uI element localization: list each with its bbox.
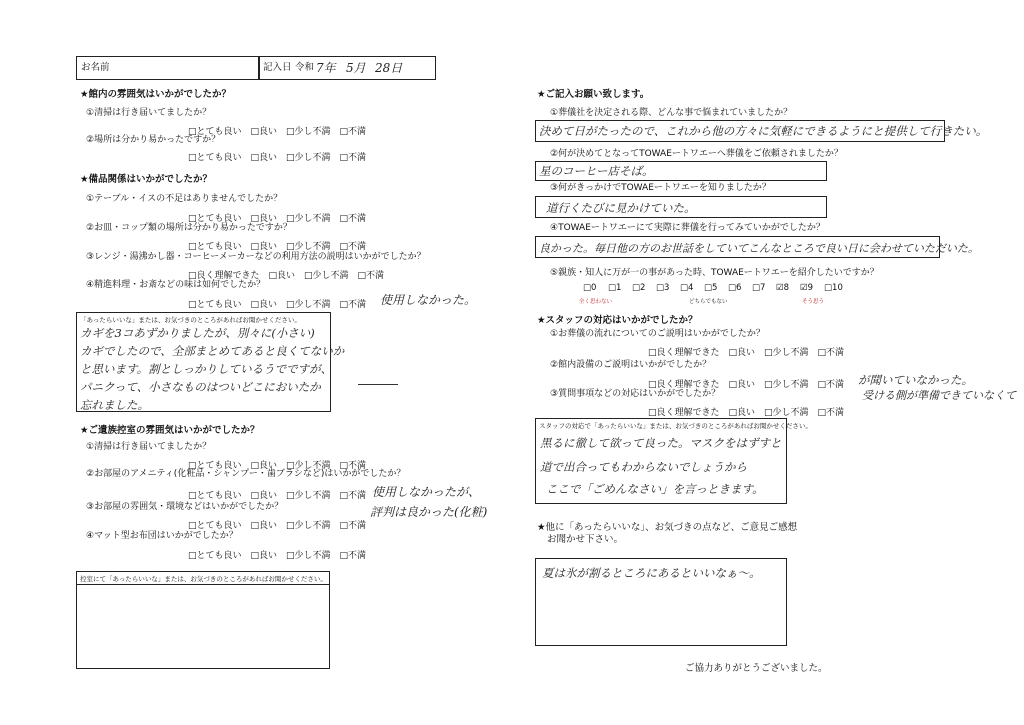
options-dishes: □とても良い □良い □少し不満 □不満	[188, 242, 367, 252]
section-request-heading: ★ご記入お願い致します。	[537, 89, 650, 100]
section-other-heading: ★他に「あったらいいな」、お気づきの点など、ご意見ご感想	[537, 522, 798, 533]
options-inquiries: □良く理解できた □良い □少し不満 □不満	[648, 408, 845, 418]
date-era: 令和	[295, 62, 315, 73]
other-comment-box	[535, 558, 787, 646]
date-label: 記入日	[263, 62, 292, 73]
scale-4: □4	[680, 283, 694, 293]
options-amenity: □とても良い □良い □少し不満 □不満	[188, 491, 367, 501]
equipment-comment-line: と思います。割としっかりしているうでですが、	[80, 362, 333, 376]
date-month: 5月	[346, 61, 366, 75]
section-family-room-heading: ★ご遺族控室の雰囲気はいかがでしたか？	[80, 425, 260, 436]
section-staff-heading: ★スタッフの対応はいかがでしたか？	[537, 315, 698, 326]
scale-7: □7	[752, 283, 766, 293]
scale-low-label: 全く思わない	[579, 299, 613, 305]
inquiries-note: 受ける側が準備できていなくて	[862, 389, 1016, 402]
other-comment-answer: 夏は氷が割るところにあるといいなぁ〜。	[542, 566, 761, 580]
scale-2: □2	[632, 283, 646, 293]
staff-comment-line: 道で出合ってもわからないでしょうから	[540, 460, 747, 474]
facility-explanation-note: が聞いていなかった。	[858, 373, 973, 387]
scale-1: □1	[608, 283, 622, 293]
answer-worries-box	[535, 120, 988, 142]
scale-10: □10	[824, 283, 843, 293]
scale-mid-label: どちらでもない	[689, 299, 728, 305]
amenity-note: 使用しなかったが、	[372, 485, 481, 499]
options-funeral-flow: □良く理解できた □良い □少し不満 □不満	[648, 348, 845, 358]
answer-experience-box	[535, 236, 979, 258]
question-funeral-flow: ①お葬儀の流れについてのご説明はいかがでしたか？	[550, 329, 765, 339]
question-recommend: ⑤親族・知人に万が一の事があった時、TOWAEートワエーを紹介したいですか？	[550, 268, 879, 278]
scale-6: □6	[728, 283, 742, 293]
box-divider	[77, 584, 329, 585]
question-inquiries: ③質問事項などの対応はいかがでしたか？	[550, 389, 721, 399]
room-atmosphere-note: 評判は良かった(化粧)	[370, 505, 488, 519]
section-facility-heading: ★館内の雰囲気はいかがでしたか？	[80, 89, 232, 100]
options-facility-explanation: □良く理解できた □良い □少し不満 □不満	[648, 380, 845, 390]
answer-how-known-box	[535, 196, 827, 218]
equipment-comment-box	[76, 312, 345, 412]
equipment-comment-label: 「あったらいいな」または、お気づきのところがあればお聞かせください。	[80, 316, 301, 324]
date-day: 28日	[375, 61, 403, 75]
question-experience: ④TOWAEートワエーにて実際に葬儀を行ってみていかがでしたか？	[550, 223, 825, 233]
options-cleaning: □とても良い □良い □少し不満 □不満	[188, 127, 367, 137]
date-box	[259, 56, 436, 80]
question-amenity: ②お部屋のアメニティ(化粧品・シャンプー・歯ブラシなど)はいかがでしたか？	[86, 469, 406, 479]
handwritten-dash	[358, 384, 398, 385]
answer-deciding-factor: 星のコーヒー店そば。	[539, 164, 654, 178]
question-tables: ①テーブル・イスの不足はありませんでしたか？	[86, 194, 283, 204]
answer-experience: 良かった。毎日他の方のお世話をしていてこんなところで良い日に会わせていただいた。	[539, 242, 979, 255]
scale-high-label: そう思う	[802, 299, 825, 305]
question-how-known: ③何がきっかけでTOWAEートワエーを知りましたか？	[550, 183, 771, 193]
scale-9: ☑9	[800, 283, 814, 293]
options-tables: □とても良い □良い □少し不満 □不満	[188, 214, 367, 224]
options-futon: □とても良い □良い □少し不満 □不満	[188, 551, 367, 561]
equipment-comment-line: パニクって、小さなものはついどこにおいたか	[80, 380, 321, 394]
answer-deciding-factor-box	[535, 161, 827, 181]
staff-comment-box	[535, 418, 812, 504]
question-deciding-factor: ②何が決めてとなってTOWAEートワエーへ葬儀をご依頼されましたか？	[550, 149, 843, 159]
question-room-atmosphere: ③お部屋の雰囲気・環境などはいかがでしたか？	[86, 502, 284, 512]
question-food: ④精進料理・お斎などの味は如何でしたか？	[86, 280, 266, 290]
date-year: 7年	[316, 61, 336, 75]
scale-3: □3	[656, 283, 670, 293]
options-appliances: □良く理解できた □良い □少し不満 □不満	[188, 271, 385, 281]
question-facility-explanation: ②館内設備のご説明はいかがでしたか？	[550, 360, 712, 370]
question-dishes: ②お皿・コップ類の場所は分かり易かったですか？	[86, 223, 292, 233]
staff-comment-line: ここで「ごめんなさい」を言っときます。	[546, 482, 764, 496]
food-note: 使用しなかった。	[380, 293, 477, 307]
question-cleaning: ①清掃は行き届いてましたか？	[86, 108, 212, 118]
scale-5: □5	[704, 283, 718, 293]
question-futon: ④マット型お布団はいかがでしたか？	[86, 531, 238, 541]
scale-0: □0	[583, 283, 597, 293]
equipment-comment-line: 忘れました。	[80, 398, 149, 412]
question-worries: ①葬儀社を決定される際、どんな事で悩まれていましたか？	[550, 108, 793, 118]
question-room-cleaning: ①清掃は行き届いてましたか？	[86, 442, 212, 452]
name-label: お名前	[81, 62, 110, 73]
family-room-comment-label: 控室にて「あったらいいな」または、お気づきのところがあればお聞かせください。	[80, 575, 327, 583]
equipment-comment-line: カギを3コあずかりましたが、別々に(小さい)	[80, 326, 315, 340]
section-equipment-heading: ★備品関係はいかがでしたか？	[80, 174, 213, 185]
question-location: ②場所は分かり易かったですか？	[86, 135, 221, 145]
section-other-heading2: お聞かせ下さい。	[547, 534, 624, 545]
equipment-comment-line: カギでしたので、全部まとめてあると良くてないか	[80, 344, 345, 358]
name-box	[76, 56, 259, 80]
thanks-text: ご協力ありがとうございました。	[685, 663, 828, 674]
answer-how-known: 道行くたびに見かけていた。	[546, 201, 696, 215]
answer-worries: 決めて日がたったので、これから他の方々に気軽にできるようにと提供して行きたい。	[539, 124, 988, 138]
scale-8: ☑8	[776, 283, 790, 293]
options-room-cleaning: □とても良い □良い □少し不満 □不満	[188, 461, 367, 471]
options-room-atmosphere: □とても良い □良い □少し不満 □不満	[188, 521, 367, 531]
question-appliances: ③レンジ・湯沸かし器・コーヒーメーカーなどの利用方法の説明はいかがでしたか？	[86, 252, 426, 262]
options-food: □とても良い □良い □少し不満 □不満	[188, 300, 367, 310]
family-room-comment-box	[76, 571, 330, 669]
staff-comment-line: 黒るに徹して欲って良った。マスクをはずすと	[540, 436, 782, 450]
options-location: □とても良い □良い □少し不満 □不満	[188, 153, 367, 163]
staff-comment-label: スタッフの対応で「あったらいいな」または、お気づきのところがあればお聞かせください。	[539, 422, 812, 430]
